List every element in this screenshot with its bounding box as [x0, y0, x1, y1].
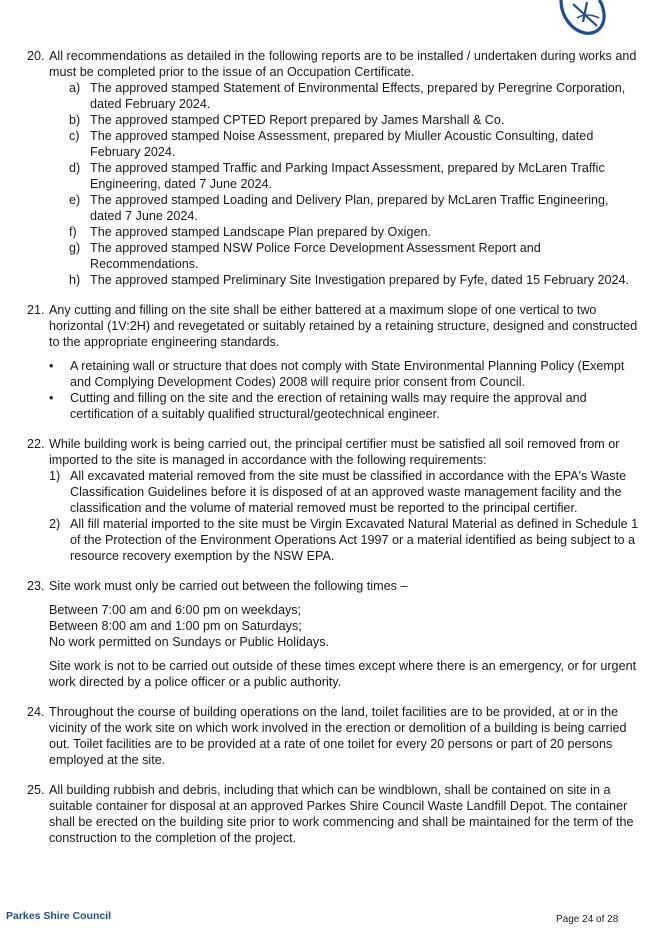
- list-item: [49, 80, 642, 112]
- conditions-list: [27, 48, 642, 860]
- requirements-list: [49, 468, 642, 564]
- condition-text: All recommendations as detailed in the following reports are to be installed / undertaken during works and must be completed prior to the issue of an Occupation Certificate.: [49, 49, 637, 79]
- condition-22: [27, 436, 642, 564]
- bullet-icon: •: [49, 359, 54, 373]
- item-label: b): [69, 113, 81, 127]
- list-item: [49, 390, 642, 422]
- list-item: [49, 516, 642, 564]
- condition-number: 22.: [27, 437, 45, 451]
- item-text: The approved stamped Traffic and Parking Impact Assessment, prepared by McLaren Traffic Engineering, dated 7 June 2024.: [90, 161, 605, 191]
- condition-20: [27, 48, 642, 288]
- item-text: All fill material imported to the site must be Virgin Excavated Natural Material as defined in Schedule 1 of the Protection of the Environment Operations Act 1997 or a material identified as being subject to a resource recovery exemption by the NSW EPA.: [70, 517, 639, 563]
- item-label: c): [69, 129, 80, 143]
- condition-text: Any cutting and filling on the site shall be either battered at a maximum slope of one vertical to two horizontal (1V:2H) and revegetated or suitably retained by a retaining structure, designed and constructed to the appropriate engineering standards.: [49, 303, 638, 349]
- item-text: The approved stamped NSW Police Force Development Assessment Report and Recommendations.: [90, 241, 541, 271]
- item-text: All excavated material removed from the site must be classified in accordance with the EPA's Waste Classification Guidelines before it is disposed of at an approved waste management facility and the classification and the volume of material removed must be reported to the principal certifier.: [70, 469, 627, 515]
- page-number: Page 24 of 28: [556, 914, 619, 925]
- item-text: The approved stamped Preliminary Site Investigation prepared by Fyfe, dated 15 February 2024.: [90, 273, 630, 287]
- condition-note: Site work is not to be carried out outside of these times except where there is an emergency, or for urgent work directed by a police officer or a public authority.: [49, 659, 637, 689]
- item-label: 2): [49, 517, 61, 531]
- item-label: a): [69, 81, 81, 95]
- item-text: Cutting and filling on the site and the erection of retaining walls may require the approval and certification of a suitably qualified structural/geotechnical engineer.: [70, 391, 587, 421]
- item-text: The approved stamped Landscape Plan prepared by Oxigen.: [90, 225, 431, 239]
- condition-25: [27, 782, 642, 846]
- bullet-icon: •: [49, 391, 54, 405]
- condition-text: While building work is being carried out, the principal certifier must be satisfied all soil removed from or imported to the site is managed in accordance with the following requirements:: [49, 437, 620, 467]
- condition-number: 20.: [27, 49, 45, 63]
- condition-21: [27, 302, 642, 422]
- item-label: g): [69, 241, 81, 255]
- condition-text: Throughout the course of building operations on the land, toilet facilities are to be provided, at or in the vicinity of the work site on which work involved in the erection or demolition of a building is being carried out. Toilet facilities are to be provided at a rate of one toilet for every 20 persons or part of 20 persons employed at the site.: [49, 705, 627, 767]
- condition-number: 25.: [27, 783, 45, 797]
- item-text: The approved stamped CPTED Report prepared by James Marshall & Co.: [90, 113, 505, 127]
- list-item: [49, 128, 642, 160]
- item-text: A retaining wall or structure that does not comply with State Environmental Planning Policy (Exempt and Complying Development Codes) 2008 will require prior consent from Council.: [70, 359, 625, 389]
- condition-text: All building rubbish and debris, including that which can be windblown, shall be contained on site in a suitable container for disposal at an approved Parkes Shire Council Waste Landfill Depot. The container shall be erected on the building site prior to work commencing and shall be maintained for the term of the construction to the completion of the project.: [49, 783, 634, 845]
- item-label: 1): [49, 469, 61, 483]
- list-item: [49, 358, 642, 390]
- list-item: [49, 224, 642, 240]
- work-times-line: Between 8:00 am and 1:00 pm on Saturdays;: [49, 619, 302, 633]
- list-item: [49, 112, 642, 128]
- item-text: The approved stamped Statement of Environmental Effects, prepared by Peregrine Corporation, dated February 2024.: [90, 81, 626, 111]
- council-logo-icon: [557, 0, 609, 36]
- list-item: [49, 160, 642, 192]
- list-item: [49, 192, 642, 224]
- condition-24: [27, 704, 642, 768]
- condition-number: 24.: [27, 705, 45, 719]
- item-label: e): [69, 193, 81, 207]
- item-text: The approved stamped Noise Assessment, prepared by Miuller Acoustic Consulting, dated February 2024.: [90, 129, 594, 159]
- item-label: d): [69, 161, 81, 175]
- item-label: h): [69, 273, 81, 287]
- report-list: [49, 80, 642, 288]
- item-label: f): [69, 225, 77, 239]
- condition-number: 23.: [27, 579, 45, 593]
- condition-23: [27, 578, 642, 690]
- council-name: Parkes Shire Council: [6, 910, 112, 922]
- work-times-line: Between 7:00 am and 6:00 pm on weekdays;: [49, 603, 302, 617]
- list-item: [49, 272, 642, 288]
- condition-text: Site work must only be carried out between the following times –: [49, 579, 408, 593]
- work-times-line: No work permitted on Sundays or Public Holidays.: [49, 635, 329, 649]
- bullet-list: [49, 358, 642, 422]
- item-text: The approved stamped Loading and Delivery Plan, prepared by McLaren Traffic Engineering, dated 7 June 2024.: [90, 193, 609, 223]
- list-item: [49, 468, 642, 516]
- condition-number: 21.: [27, 303, 45, 317]
- list-item: [49, 240, 642, 272]
